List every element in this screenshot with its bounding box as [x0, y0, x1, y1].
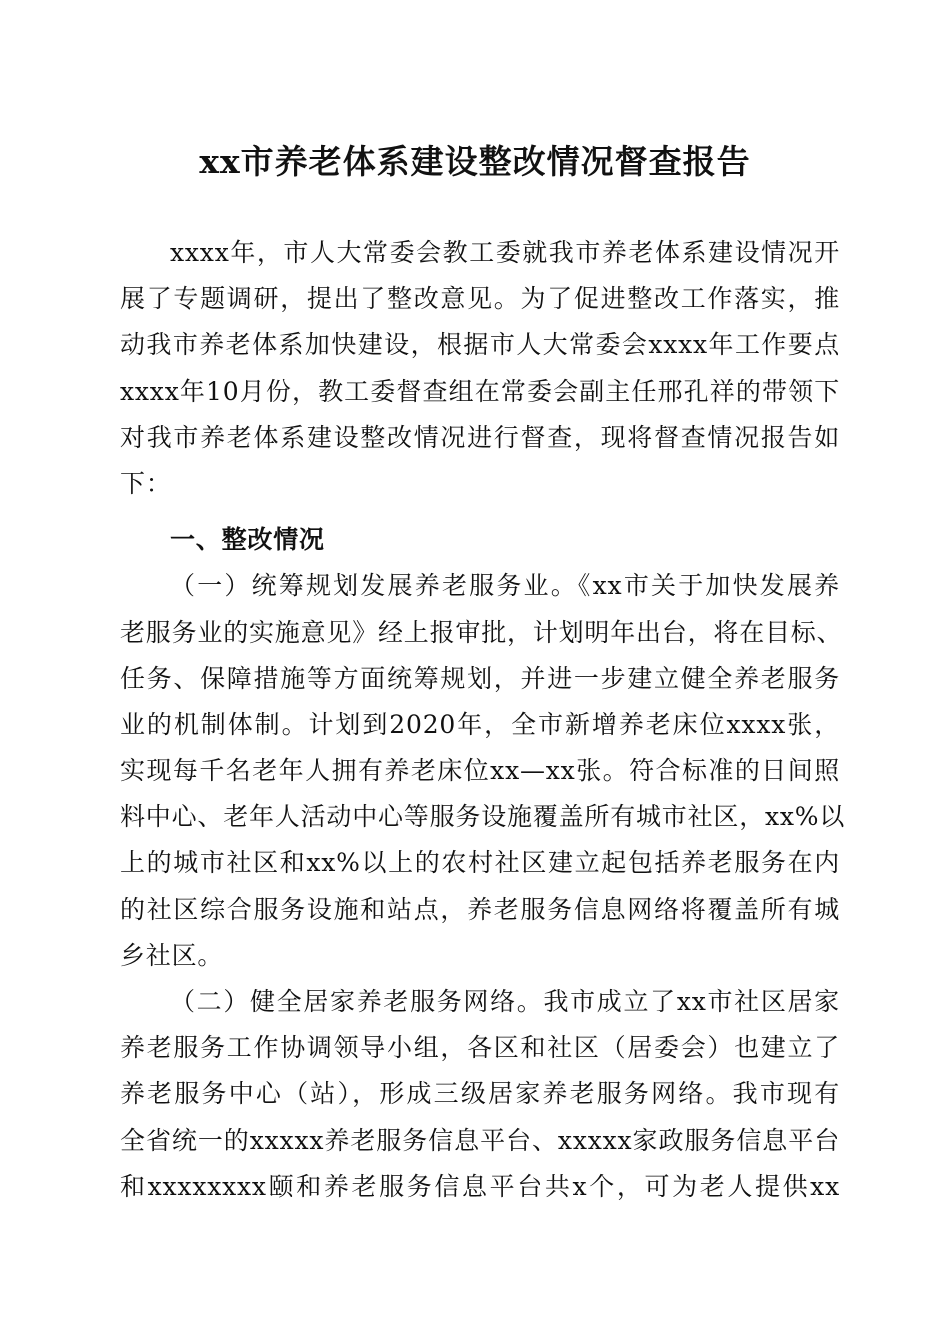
paragraph-line: （一）统筹规划发展养老服务业。《xx市关于加快发展养	[170, 571, 840, 601]
paragraph-line: 乡社区。	[120, 940, 224, 970]
document-title: xx市养老体系建设整改情况督查报告	[199, 142, 751, 181]
paragraph-line: 上的城市社区和xx%以上的农村社区建立起包括养老服务在内	[120, 848, 840, 878]
paragraph-line: xxxx年10月份，教工委督查组在常委会副主任邢孔祥的带领下	[120, 376, 840, 406]
paragraph-line: 老服务业的实施意见》经上报审批，计划明年出台，将在目标、	[120, 617, 843, 647]
document-body	[120, 230, 846, 1210]
paragraph-line: 展了专题调研，提出了整改意见。为了促进整改工作落实，推	[120, 284, 840, 314]
paragraph-line: 养老服务中心（站），形成三级居家养老服务网络。我市现有	[120, 1079, 840, 1109]
paragraph-line: 动我市养老体系加快建设，根据市人大常委会xxxx年工作要点	[120, 330, 840, 360]
paragraph-line: 养老服务工作协调领导小组，各区和社区（居委会）也建立了	[120, 1033, 840, 1063]
paragraph-line: 全省统一的xxxxx养老服务信息平台、xxxxx家政服务信息平台	[120, 1125, 840, 1155]
paragraph-line: 料中心、老年人活动中心等服务设施覆盖所有城市社区，xx%以	[120, 802, 846, 832]
paragraph-line: （二）健全居家养老服务网络。我市成立了xx市社区居家	[170, 987, 840, 1016]
paragraph-line: xxxx年，市人大常委会教工委就我市养老体系建设情况开	[170, 238, 840, 267]
paragraph-line: 和xxxxxxxx颐和养老服务信息平台共x个，可为老人提供xx	[120, 1171, 840, 1201]
section-heading: 一、整改情况	[170, 525, 325, 555]
paragraph-line: 的社区综合服务设施和站点，养老服务信息网络将覆盖所有城	[120, 894, 840, 924]
paragraph-line: 任务、保障措施等方面统筹规划，并进一步建立健全养老服务	[120, 663, 840, 693]
paragraph-line: 实现每千名老年人拥有养老床位xx—xx张。符合标准的日间照	[120, 756, 840, 786]
paragraph-line: 对我市养老体系建设整改情况进行督查，现将督查情况报告如	[120, 422, 840, 452]
paragraph-line: 下：	[120, 468, 172, 498]
paragraph-line: 业的机制体制。计划到2020年，全市新增养老床位xxxx张，	[120, 709, 840, 739]
section-spacer	[120, 507, 840, 517]
